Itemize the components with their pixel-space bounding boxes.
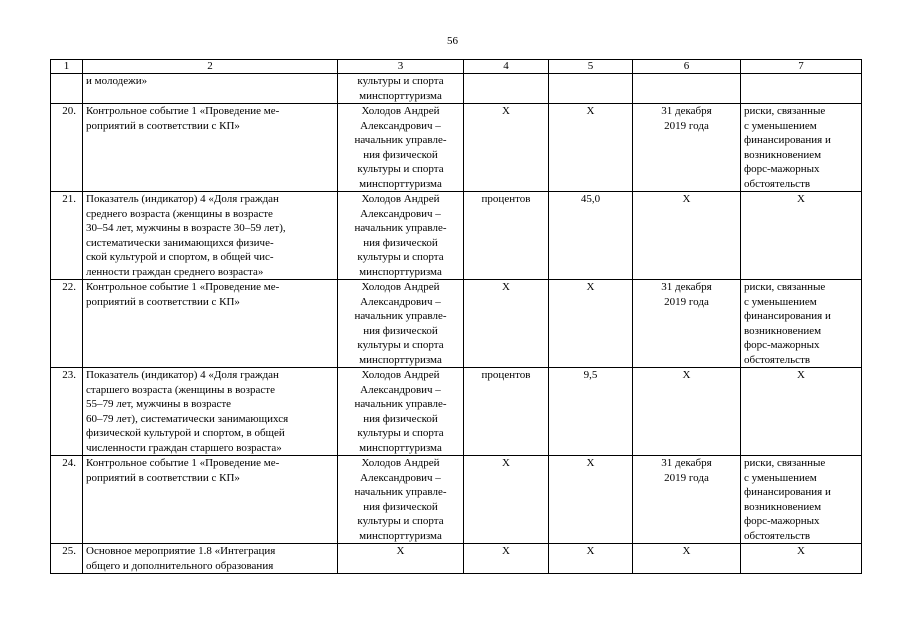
row-date: X — [633, 368, 741, 456]
row-unit: X — [464, 544, 549, 574]
row-unit: процентов — [464, 192, 549, 280]
row-name: Основное мероприятие 1.8 «Интеграция общего и дополнительного образования — [83, 544, 338, 574]
column-header: 7 — [741, 60, 862, 74]
row-date: 31 декабря 2019 года — [633, 104, 741, 192]
row-name: Контрольное событие 1 «Проведение ме- роприятий в соответствии с КП» — [83, 280, 338, 368]
row-responsible: культуры и спорта минспорттуризма — [338, 74, 464, 104]
plan-table — [50, 59, 862, 574]
row-risk: X — [741, 192, 862, 280]
row-value: X — [549, 456, 633, 544]
row-unit: X — [464, 104, 549, 192]
column-header: 4 — [464, 60, 549, 74]
row-date: 31 декабря 2019 года — [633, 280, 741, 368]
row-unit: X — [464, 280, 549, 368]
column-header: 2 — [83, 60, 338, 74]
row-value: X — [549, 104, 633, 192]
row-value: 9,5 — [549, 368, 633, 456]
row-unit — [464, 74, 549, 104]
header-row — [51, 60, 862, 74]
row-unit: X — [464, 456, 549, 544]
table-row — [51, 280, 862, 368]
row-value: 45,0 — [549, 192, 633, 280]
row-responsible: Холодов Андрей Александрович – начальник управле- ния физической культуры и спорта минспорттуризма — [338, 280, 464, 368]
page-number: 56 — [447, 35, 458, 47]
row-responsible: Холодов Андрей Александрович – начальник управле- ния физической культуры и спорта минспорттуризма — [338, 456, 464, 544]
row-name: Контрольное событие 1 «Проведение ме- роприятий в соответствии с КП» — [83, 104, 338, 192]
row-name: Показатель (индикатор) 4 «Доля граждан старшего возраста (женщины в возрасте 55–79 лет, мужчины в возрасте 60–79 лет), систематически занимающихся физической культурой и спортом, в общей численности граждан старшего возраста» — [83, 368, 338, 456]
table-row — [51, 74, 862, 104]
column-header: 6 — [633, 60, 741, 74]
row-value: X — [549, 544, 633, 574]
row-number: 22. — [51, 280, 83, 368]
row-risk — [741, 74, 862, 104]
row-responsible: Холодов Андрей Александрович – начальник управле- ния физической культуры и спорта минспорттуризма — [338, 192, 464, 280]
row-risk: риски, связанные с уменьшением финансирования и возникновением форс-мажорных обстоятельств — [741, 456, 862, 544]
row-responsible: X — [338, 544, 464, 574]
column-header: 1 — [51, 60, 83, 74]
row-unit: процентов — [464, 368, 549, 456]
table-row — [51, 192, 862, 280]
row-number: 20. — [51, 104, 83, 192]
row-date: 31 декабря 2019 года — [633, 456, 741, 544]
row-value: X — [549, 280, 633, 368]
row-risk: риски, связанные с уменьшением финансирования и возникновением форс-мажорных обстоятельств — [741, 280, 862, 368]
row-date: X — [633, 544, 741, 574]
row-number: 24. — [51, 456, 83, 544]
column-header: 3 — [338, 60, 464, 74]
row-responsible: Холодов Андрей Александрович – начальник управле- ния физической культуры и спорта минспорттуризма — [338, 104, 464, 192]
table-row — [51, 456, 862, 544]
table-row — [51, 544, 862, 574]
row-number — [51, 74, 83, 104]
row-number: 23. — [51, 368, 83, 456]
table-row — [51, 104, 862, 192]
column-header: 5 — [549, 60, 633, 74]
row-name: и молодежи» — [83, 74, 338, 104]
row-value — [549, 74, 633, 104]
row-risk: X — [741, 544, 862, 574]
row-responsible: Холодов Андрей Александрович – начальник управле- ния физической культуры и спорта минспорттуризма — [338, 368, 464, 456]
row-number: 21. — [51, 192, 83, 280]
row-date — [633, 74, 741, 104]
row-risk: риски, связанные с уменьшением финансирования и возникновением форс-мажорных обстоятельств — [741, 104, 862, 192]
row-number: 25. — [51, 544, 83, 574]
row-name: Показатель (индикатор) 4 «Доля граждан среднего возраста (женщины в возрасте 30–54 лет, мужчины в возрасте 30–59 лет), систематически занимающихся физиче- ской культурой и спортом, в общей чис- ленности граждан среднего возраста» — [83, 192, 338, 280]
row-date: X — [633, 192, 741, 280]
table-row — [51, 368, 862, 456]
row-name: Контрольное событие 1 «Проведение ме- роприятий в соответствии с КП» — [83, 456, 338, 544]
row-risk: X — [741, 368, 862, 456]
